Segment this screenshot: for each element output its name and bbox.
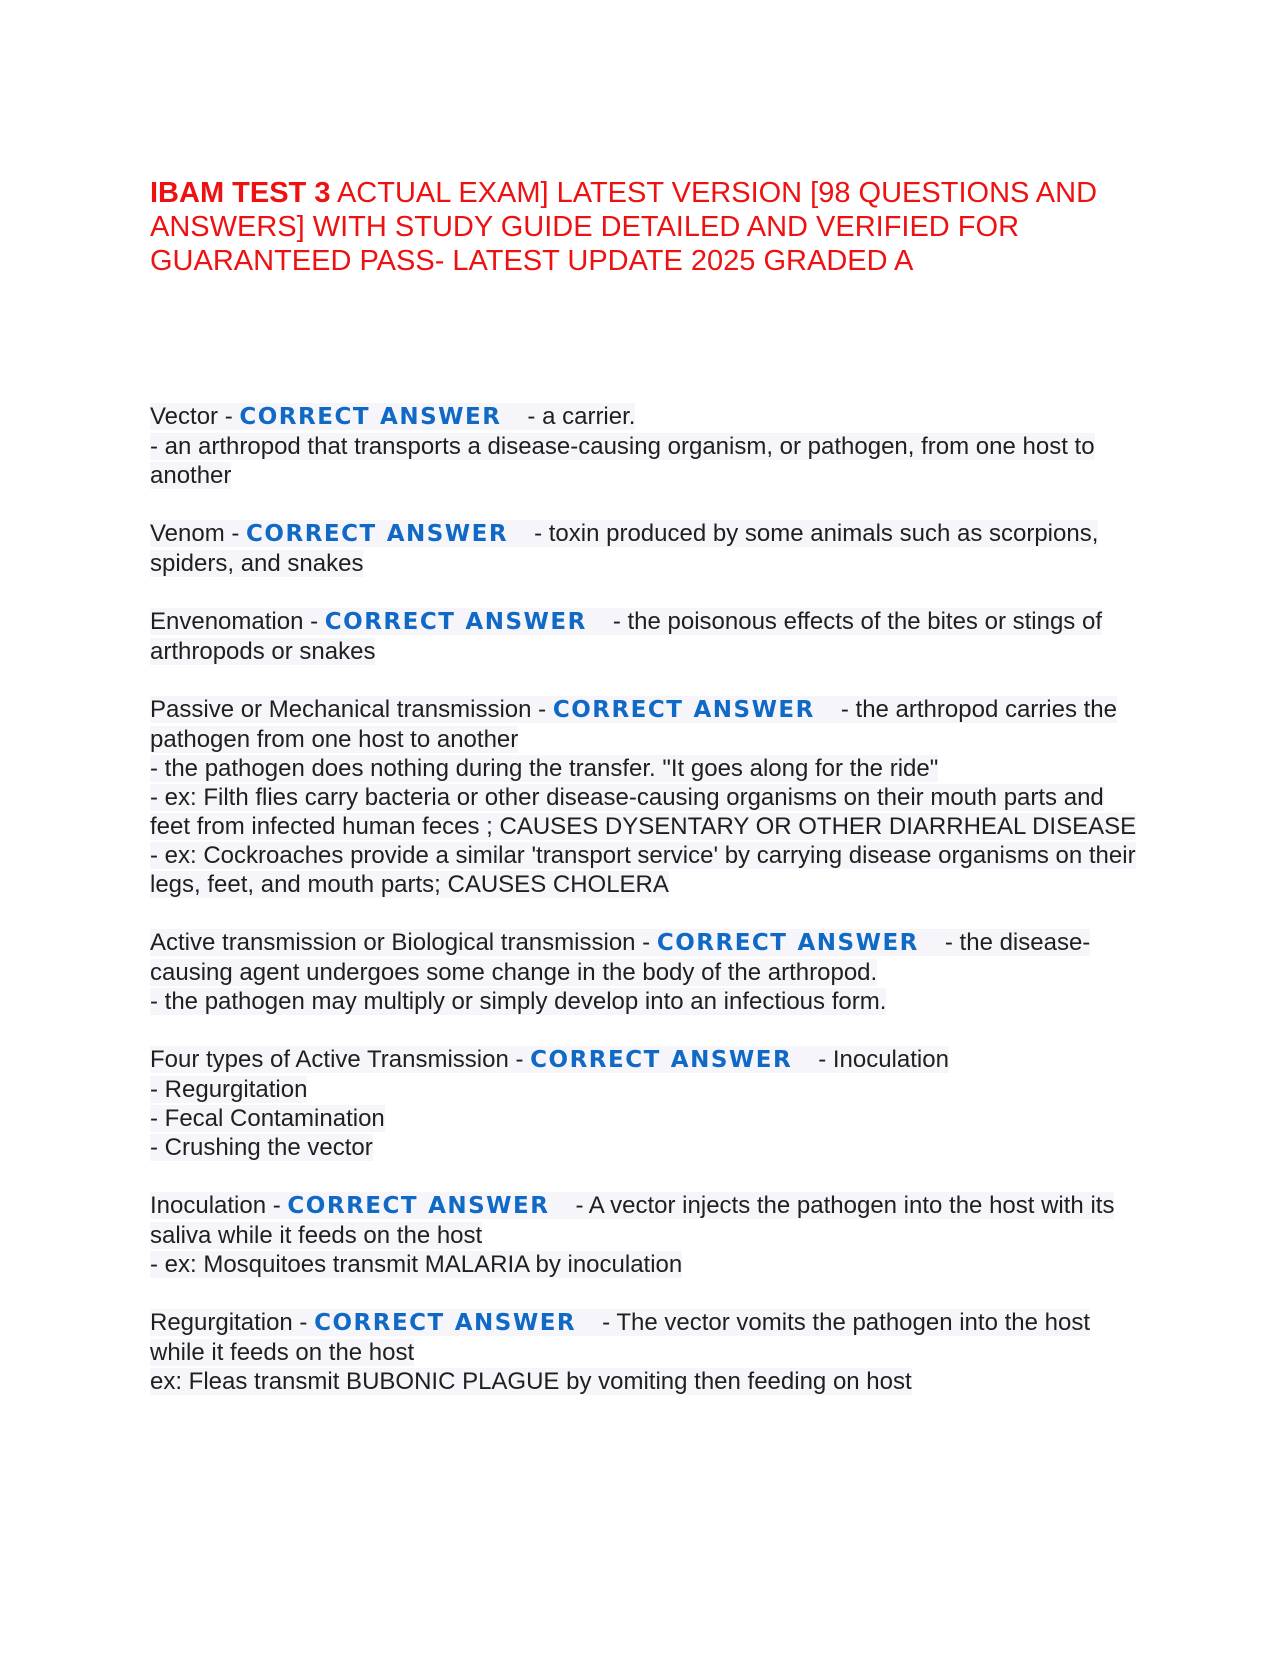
- highlight-band: [150, 608, 1102, 665]
- qa-entry: [150, 1045, 1140, 1162]
- qa-answer-line-text: - an arthropod that transports a disease-causing organism, or pathogen, from one host to another: [150, 433, 1095, 489]
- qa-answer-line: [150, 1250, 1140, 1279]
- qa-answer-text: - a carrier.: [527, 403, 636, 430]
- qa-term: Four types of Active Transmission: [150, 1046, 509, 1073]
- qa-answer-line-text: - the pathogen does nothing during the transfer. "It goes along for the ride": [150, 755, 939, 782]
- qa-answer-text: - The vector vomits the pathogen into the host while it feeds on the host: [150, 1309, 1090, 1366]
- correct-answer-label: [553, 697, 841, 723]
- separator: -: [224, 520, 247, 547]
- correct-answer-word-1: CORRECT: [656, 930, 788, 956]
- highlight-band: [150, 696, 1117, 753]
- qa-first-line: [150, 607, 1140, 666]
- correct-answer-word-1: CORRECT: [530, 1047, 661, 1073]
- separator: -: [218, 403, 240, 430]
- qa-answer-text: - A vector injects the pathogen into the host with its saliva while it feeds on the host: [150, 1192, 1115, 1249]
- qa-first-line: [150, 402, 1140, 432]
- qa-answer-line: [150, 987, 1140, 1016]
- separator: -: [508, 1046, 531, 1073]
- qa-entry: [150, 402, 1140, 490]
- correct-answer-label: [287, 1193, 575, 1219]
- highlight-band: [150, 403, 635, 430]
- qa-answer-line: [150, 1075, 1140, 1104]
- qa-answer-line: [150, 783, 1140, 841]
- qa-answer-text: - the disease-causing agent undergoes some change in the body of the arthropod.: [150, 929, 1091, 986]
- highlight-band: [150, 1046, 949, 1073]
- qa-answer-line-text: - Fecal Contamination: [150, 1105, 385, 1132]
- qa-entry: [150, 695, 1140, 899]
- separator: -: [292, 1309, 315, 1336]
- qa-term: Passive or Mechanical transmission: [150, 696, 532, 723]
- correct-answer-label: [325, 609, 613, 635]
- highlight-band: [150, 929, 1090, 986]
- qa-term: Active transmission or Biological transmission: [150, 929, 636, 956]
- correct-answer-label: [530, 1047, 818, 1073]
- correct-answer-label: [657, 930, 945, 956]
- qa-term: Envenomation: [150, 608, 304, 635]
- qa-answer-line: [150, 1104, 1140, 1133]
- correct-answer-word-2: ANSWER: [465, 609, 587, 635]
- qa-first-line: [150, 1308, 1140, 1367]
- correct-answer-label: [314, 1310, 602, 1336]
- correct-answer-word-2: ANSWER: [380, 404, 502, 430]
- qa-term: Venom: [150, 520, 225, 547]
- highlight-band: [150, 1309, 1090, 1366]
- qa-answer-line-text: - Crushing the vector: [150, 1134, 373, 1161]
- qa-entry: [150, 607, 1140, 666]
- correct-answer-word-2: ANSWER: [797, 930, 919, 956]
- qa-entry: [150, 1191, 1140, 1279]
- separator: -: [266, 1192, 288, 1219]
- correct-answer-word-2: ANSWER: [693, 697, 815, 723]
- correct-answer-word-1: CORRECT: [314, 1310, 445, 1336]
- separator: -: [303, 608, 325, 635]
- qa-list: [150, 402, 1140, 1396]
- document-title: [150, 176, 1140, 278]
- separator: -: [635, 929, 657, 956]
- qa-entry: [150, 928, 1140, 1016]
- qa-answer-text: - the poisonous effects of the bites or stings of arthropods or snakes: [150, 608, 1102, 665]
- qa-first-line: [150, 1191, 1140, 1250]
- qa-answer-line: [150, 1367, 1140, 1396]
- qa-term: Regurgitation: [150, 1309, 293, 1336]
- correct-answer-word-1: CORRECT: [239, 404, 371, 430]
- title-bold-part: IBAM TEST 3: [150, 177, 331, 209]
- qa-answer-line-text: - the pathogen may multiply or simply develop into an infectious form.: [150, 988, 887, 1015]
- qa-answer-line: [150, 432, 1140, 490]
- qa-answer-line: [150, 1133, 1140, 1162]
- qa-answer-text: - toxin produced by some animals such as scorpions, spiders, and snakes: [150, 520, 1099, 577]
- qa-answer-line-text: - ex: Cockroaches provide a similar 'transport service' by carrying disease organisms on their legs, feet, and mouth parts; CAUSES CHOLERA: [150, 842, 1136, 898]
- document-page: [150, 176, 1140, 1425]
- correct-answer-word-2: ANSWER: [428, 1193, 550, 1219]
- qa-answer-line: [150, 754, 1140, 783]
- qa-first-line: [150, 1045, 1140, 1075]
- qa-answer-line: [150, 841, 1140, 899]
- qa-first-line: [150, 519, 1140, 578]
- qa-entry: [150, 519, 1140, 578]
- correct-answer-label: [246, 521, 534, 547]
- qa-first-line: [150, 928, 1140, 987]
- qa-term: Inoculation: [150, 1192, 267, 1219]
- qa-answer-line-text: - Regurgitation: [150, 1076, 308, 1103]
- qa-first-line: [150, 695, 1140, 754]
- highlight-band: [150, 520, 1098, 577]
- qa-term: Vector: [150, 403, 219, 430]
- correct-answer-word-1: CORRECT: [324, 609, 456, 635]
- qa-answer-line-text: ex: Fleas transmit BUBONIC PLAGUE by vomiting then feeding on host: [150, 1368, 912, 1395]
- qa-answer-text: - the arthropod carries the pathogen from one host to another: [150, 696, 1117, 753]
- qa-answer-line-text: - ex: Filth flies carry bacteria or other disease-causing organisms on their mouth parts and feet from infected human feces ; CAUSES DYSENTARY OR OTHER DIARRHEAL DISEASE: [150, 784, 1137, 840]
- correct-answer-word-2: ANSWER: [670, 1047, 793, 1073]
- title-rest: ACTUAL EXAM] LATEST VERSION [98 QUESTIONS AND ANSWERS] WITH STUDY GUIDE DETAILED AND VERIFIED FOR GUARANTEED PASS- LATEST UPDATE 2025 GRADED A: [150, 177, 1098, 277]
- separator: -: [531, 696, 553, 723]
- highlight-band: [150, 1192, 1114, 1249]
- correct-answer-word-1: CORRECT: [287, 1193, 419, 1219]
- correct-answer-word-1: CORRECT: [552, 697, 684, 723]
- correct-answer-word-2: ANSWER: [454, 1310, 577, 1336]
- qa-answer-line-text: - ex: Mosquitoes transmit MALARIA by inoculation: [150, 1251, 683, 1278]
- correct-answer-label: [239, 404, 527, 430]
- qa-answer-text: - Inoculation: [818, 1046, 949, 1073]
- correct-answer-word-2: ANSWER: [386, 521, 509, 547]
- correct-answer-word-1: CORRECT: [246, 521, 377, 547]
- qa-entry: [150, 1308, 1140, 1396]
